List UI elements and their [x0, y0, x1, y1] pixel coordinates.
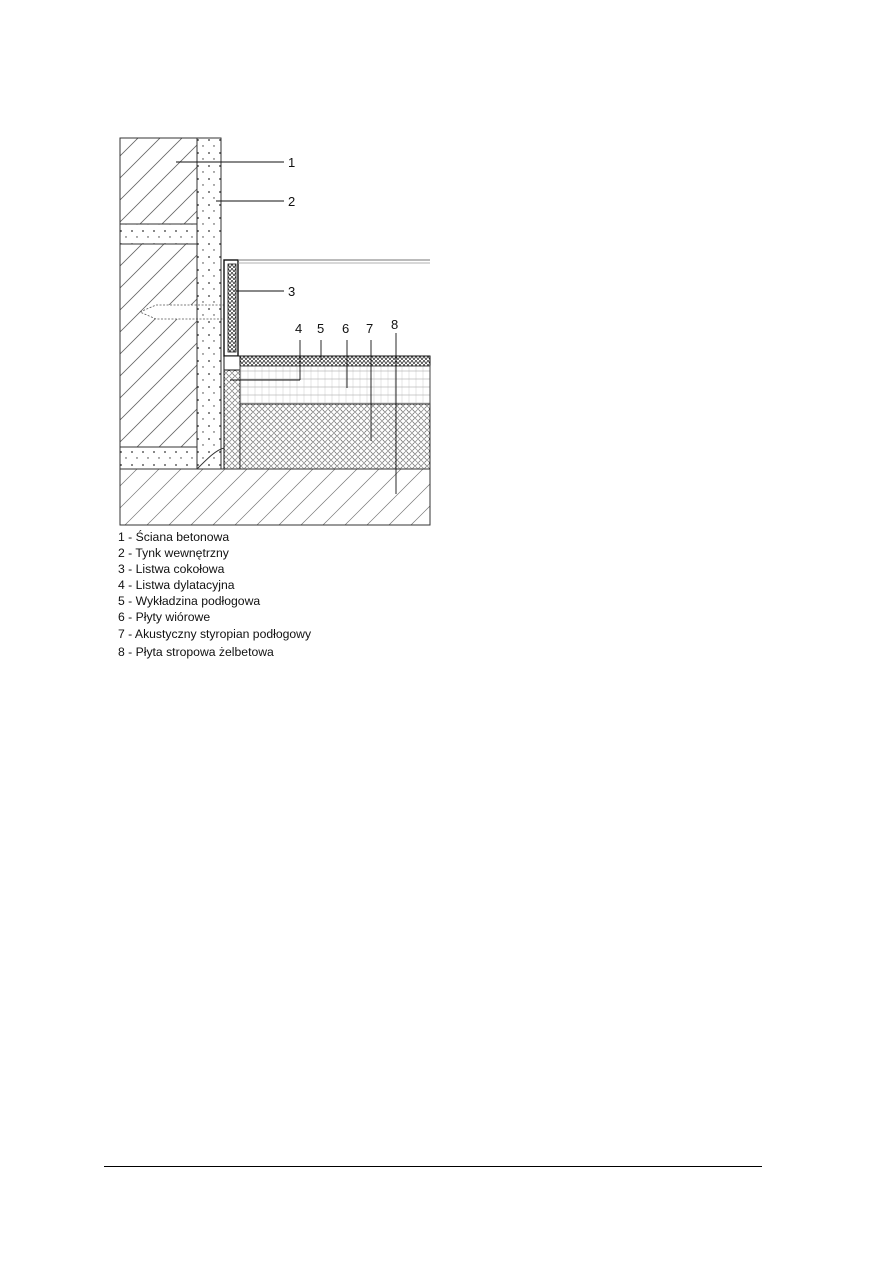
legend-item: 1 - Ściana betonowa — [118, 530, 230, 544]
legend-item: 6 - Płyty wiórowe — [118, 610, 211, 625]
acoustic-polystyrene — [240, 404, 430, 469]
floor-covering — [240, 356, 430, 366]
callout-3: 3 — [288, 284, 296, 299]
callout-6: 6 — [342, 321, 350, 336]
callout-8: 8 — [391, 317, 399, 332]
interior-plaster — [197, 138, 224, 469]
particle-boards — [240, 366, 430, 404]
legend-item: 7 - Akustyczny styropian podłogowy — [118, 626, 312, 641]
floor-wall-junction-section-drawing — [118, 136, 432, 526]
legend-item: 8 - Płyta stropowa żelbetowa — [118, 644, 274, 659]
callout-4: 4 — [295, 321, 303, 336]
legend-item: 2 - Tynk wewnętrzny — [118, 546, 229, 561]
callout-7: 7 — [366, 321, 374, 336]
skirting-board — [224, 260, 430, 356]
callout-1: 1 — [288, 155, 296, 170]
legend-item: 3 - Listwa cokołowa — [118, 562, 225, 577]
callout-numbers — [288, 155, 398, 336]
callout-2: 2 — [288, 194, 296, 209]
callout-5: 5 — [317, 321, 325, 336]
figure-legend — [118, 529, 311, 660]
expansion-strip — [224, 356, 240, 469]
footer-rule — [104, 1166, 762, 1167]
legend-item: 5 - Wykładzina podłogowa — [118, 594, 261, 609]
reinforced-concrete-slab — [120, 469, 430, 525]
legend-item: 4 - Listwa dylatacyjna — [118, 578, 235, 593]
